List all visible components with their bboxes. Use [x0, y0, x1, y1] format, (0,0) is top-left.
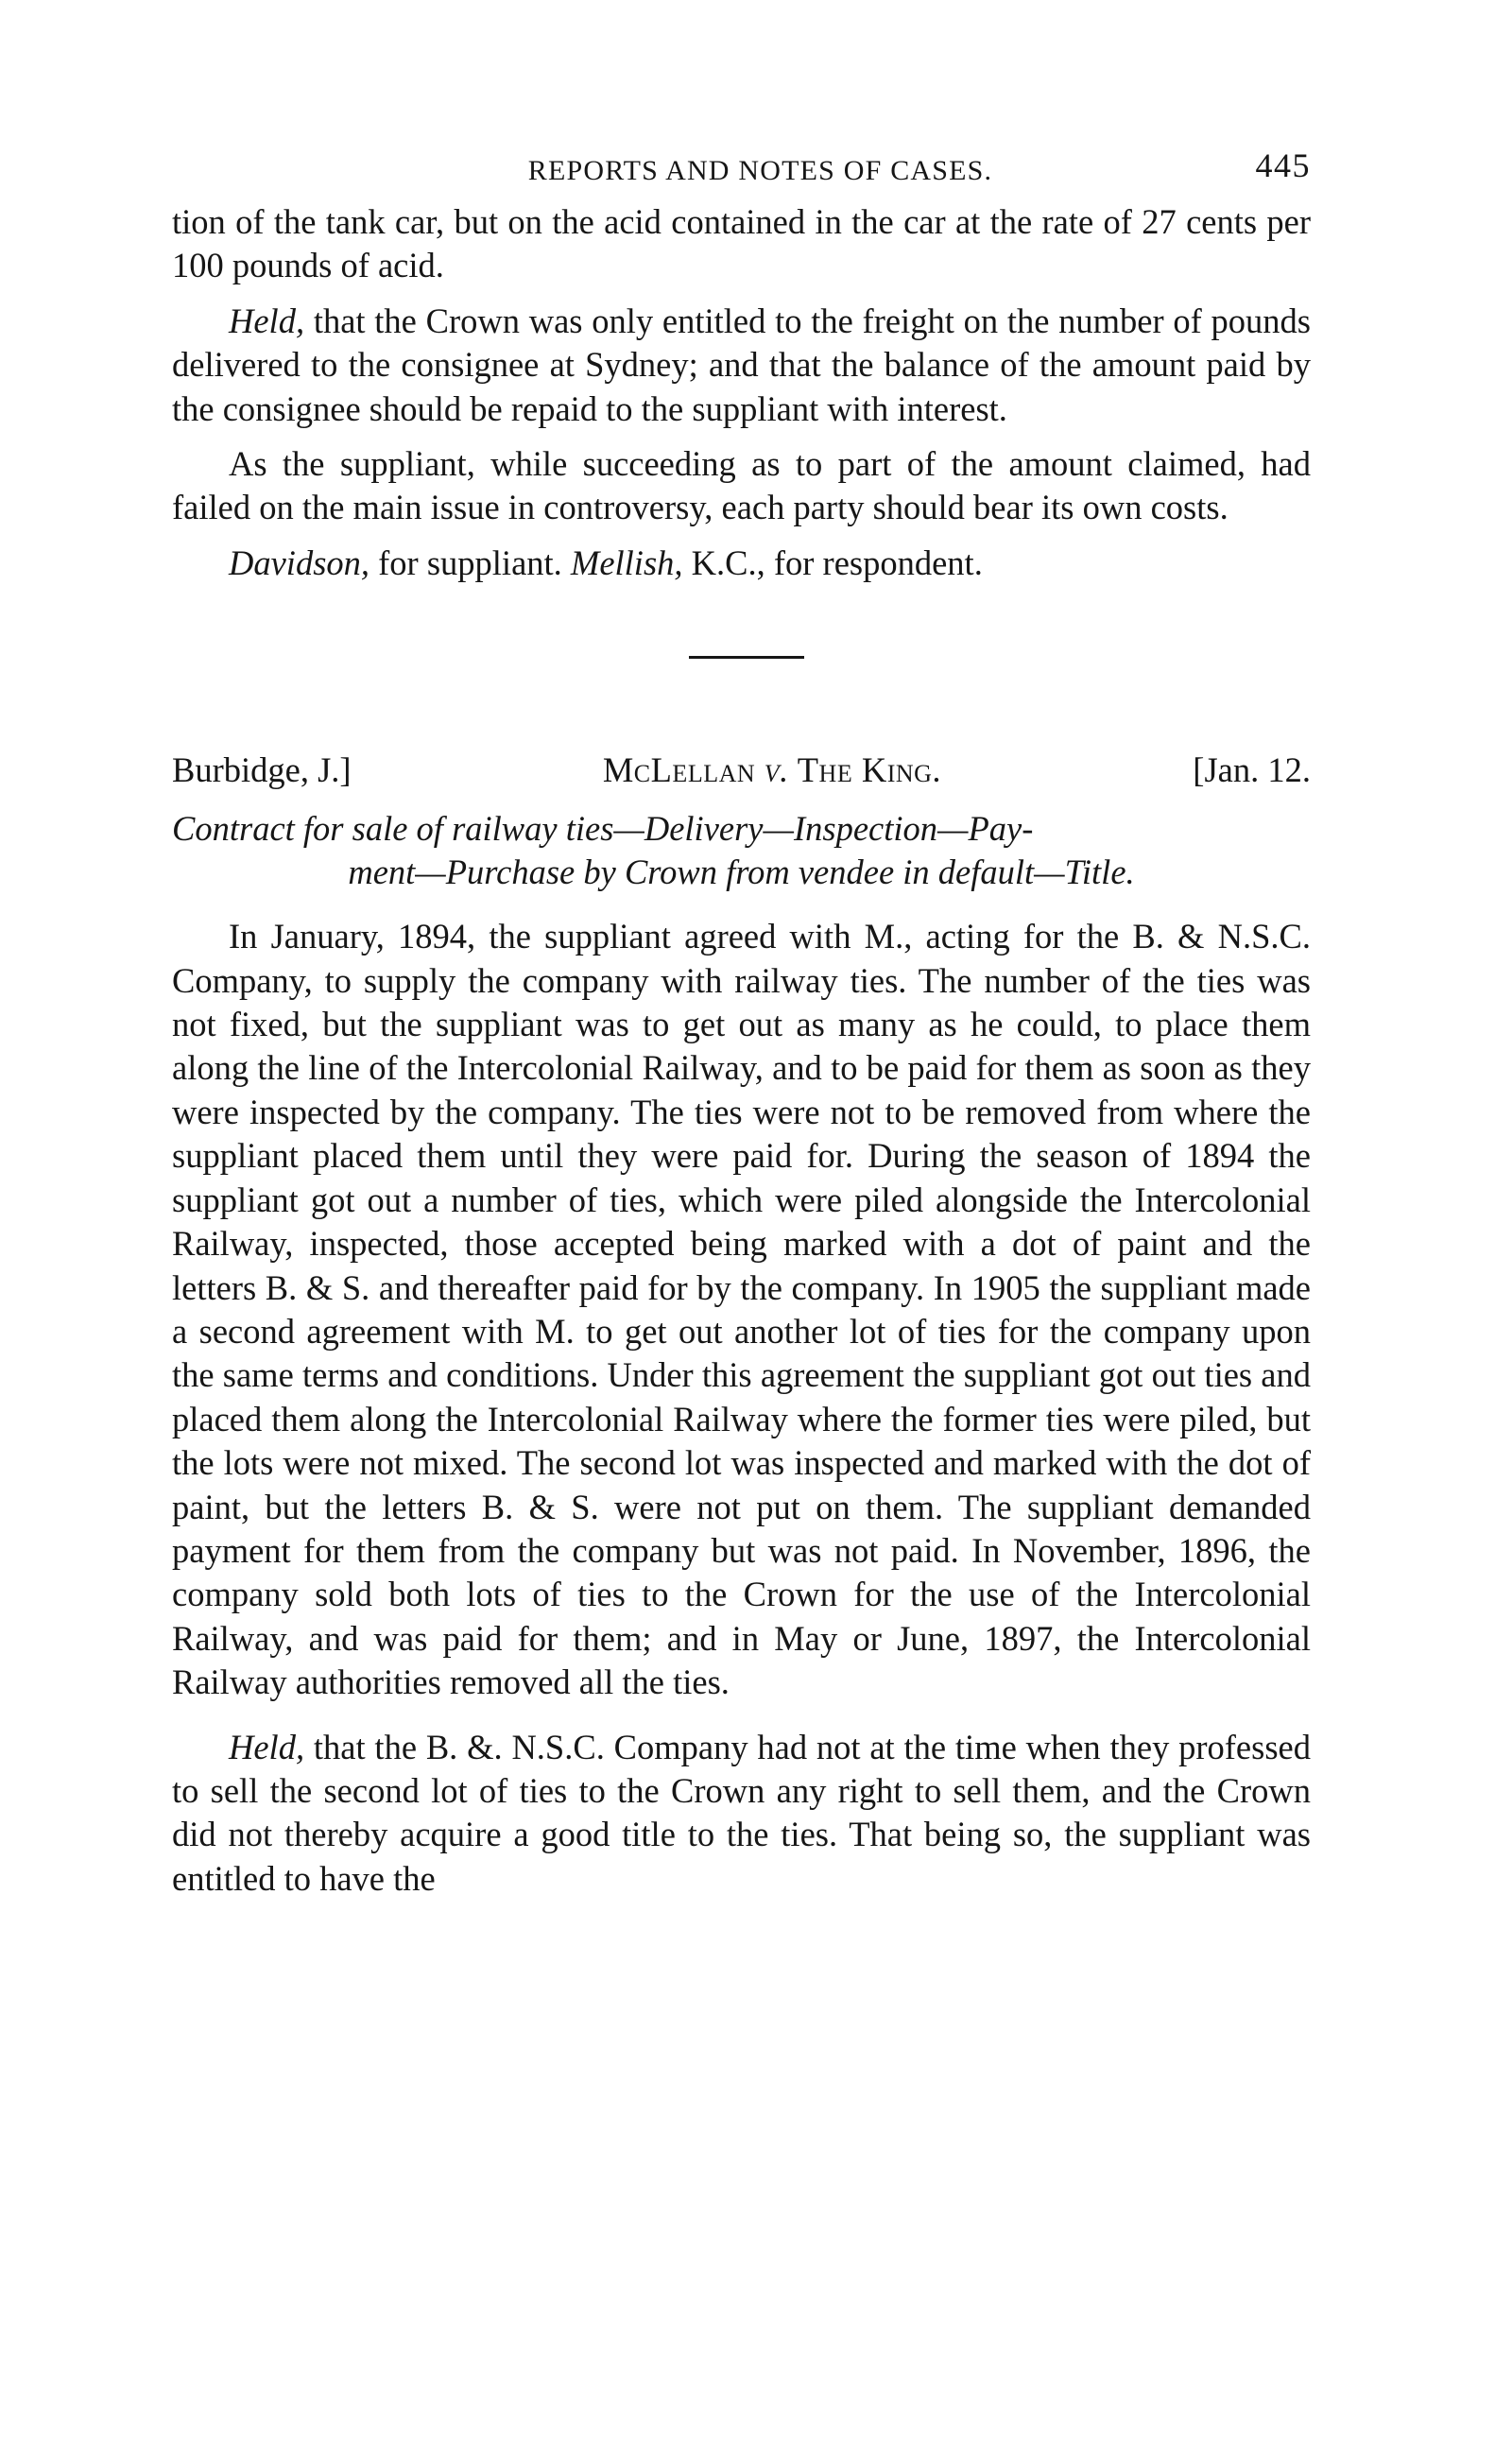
page	[172, 142, 1311, 1901]
counsel-2-role: K.C., for respondent.	[682, 543, 983, 582]
page-header	[172, 142, 1311, 198]
case-1-report	[172, 200, 1311, 585]
case-date: [Jan. 12.	[1193, 750, 1311, 790]
case-party-2: The King.	[797, 750, 942, 790]
case-2-holding-text: that the B. &. N.S.C. Company had not at the time when they professed to sell the second lot of ties to the Crown any right to sell them, and the Crown did not thereby acquire a good title to the ties. That being so, the suppliant was entitled to have the	[172, 1727, 1311, 1898]
case-1-continuation: tion of the tank car, but on the acid contained in the car at the rate of 27 cents per 100 pounds of acid.	[172, 202, 1311, 285]
judge-name: Burbidge, J.]	[172, 750, 352, 790]
counsel-1-name: Davidson,	[229, 543, 370, 582]
case-1-counsel	[172, 542, 1311, 585]
running-head: REPORTS AND NOTES OF CASES.	[527, 155, 993, 186]
case-1-costs: As the suppliant, while succeeding as to part of the amount claimed, had failed on the main issue in controversy, each party should bear its own costs.	[172, 444, 1311, 527]
headnote-line-1: Contract for sale of railway ties—Delivery—Inspection—Pay-	[172, 809, 1034, 849]
case-2-holding	[172, 1726, 1311, 1902]
case-party-1: McLellan	[602, 750, 756, 790]
case-versus: v.	[764, 750, 789, 790]
case-1-holding-text: that the Crown was only entitled to the freight on the number of pounds delivered to the consignee at Sydney; and that the balance of the amount paid by the consignee should be repaid to the suppliant with interest.	[172, 301, 1311, 428]
case-2-facts: In January, 1894, the suppliant agreed with M., acting for the B. & N.S.C. Company, to supply the company with railway ties. The number of the ties was not fixed, but the suppliant was to get out as many as he could, to place them along the line of the Intercolonial Railway, and to be paid for them as soon as they were inspected by the company. The ties were not to be removed from where the suppliant placed them until they were paid for. During the season of 1894 the suppliant got out a number of ties, which were piled alongside the Intercolonial Railway, inspected, those accepted being marked with a dot of paint and the letters B. & S. and thereafter paid for by the company. In 1905 the suppliant made a second agreement with M. to get out another lot of ties for the company upon the same terms and conditions. Under this agreement the suppliant got out ties and placed them along the Intercolonial Railway where the former ties were piled, but the lots were not mixed. The second lot was inspected and marked with the dot of paint, but the letters B. & S. were not put on them. The suppliant demanded payment for them from the company but was not paid. In November, 1896, the company sold both lots of ties to the Crown for the use of the Intercolonial Railway, and was paid for them; and in May or June, 1897, the Intercolonial Railway authorities removed all the ties.	[172, 917, 1311, 1702]
case-2-headnote	[172, 807, 1311, 894]
case-1-holding	[172, 300, 1311, 431]
counsel-2-name: Mellish,	[570, 543, 683, 582]
section-divider	[689, 656, 804, 659]
case-2-heading	[172, 749, 1311, 792]
case-2-report	[172, 749, 1311, 1901]
headnote-line-2: ment—Purchase by Crown from vendee in default—Title.	[348, 853, 1135, 892]
held-label-2: Held,	[229, 1727, 305, 1766]
counsel-1-role: for suppliant.	[369, 543, 571, 582]
page-number: 445	[1255, 146, 1311, 184]
held-label: Held,	[229, 301, 305, 340]
case-title	[603, 749, 941, 792]
